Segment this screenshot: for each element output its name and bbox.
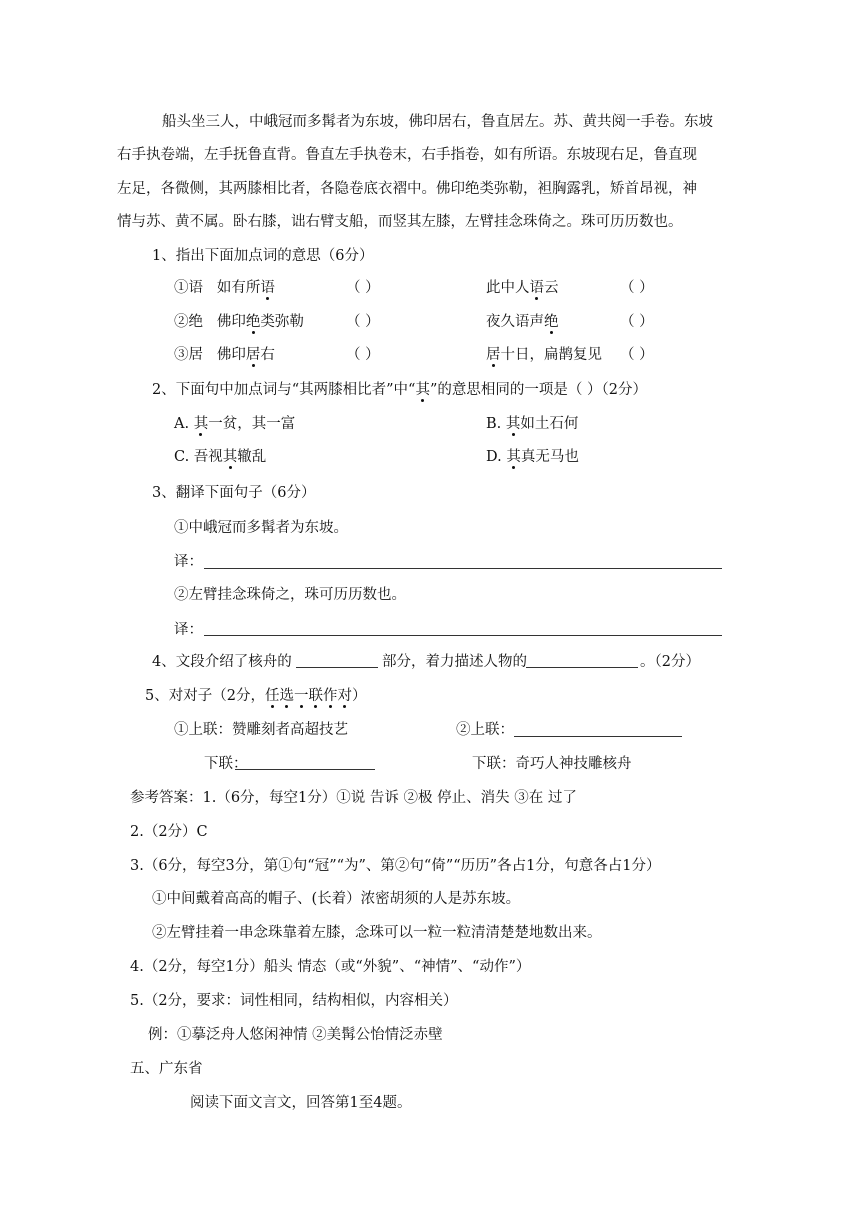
q4-text-b: 部分，着力描述人物的: [382, 654, 527, 670]
passage-line-2: 右手执卷端，左手抚鲁直背。鲁直左手执卷末，右手指卷，如有所语。东坡现右足，鲁直现: [117, 147, 697, 163]
q2-title: 2、下面句中加点词与“其两膝相比者”中“其”的意思相同的一项是（ ）（2分）: [152, 382, 647, 398]
q1-row1-left: ①语 如有所语: [174, 280, 275, 296]
q4-text-c: 。（2分）: [640, 654, 700, 670]
q5-lower-1: 下联：: [204, 756, 248, 772]
passage-line-1: 船头坐三人，中峨冠而多髯者为东坡，佛印居右，鲁直居左。苏、黄共阅一手卷。东坡: [162, 114, 713, 130]
q3-sentence-2: ②左臂挂念珠倚之，珠可历历数也。: [174, 587, 406, 603]
q3-sentence-1: ①中峨冠而多髯者为东坡。: [174, 520, 348, 536]
q3-answer-line-2[interactable]: [204, 635, 722, 636]
answer-3-1: ①中间戴着高高的帽子、(长着）浓密胡须的人是苏东坡。: [152, 891, 521, 907]
q5-upper-1: ①上联：赞雕刻者高超技艺: [174, 722, 348, 738]
q1-row1-answer-blank[interactable]: （ ）: [346, 280, 380, 296]
q1-row2-answer-blank[interactable]: （ ）: [346, 314, 380, 330]
q4-text-a: 4、文段介绍了核舟的: [152, 654, 292, 670]
q3-translate-label-1: 译：: [174, 554, 203, 570]
q1-row2-right: 夜久语声绝: [486, 314, 559, 330]
q5-title: 5、对对子（2分，任选一联作对）: [145, 688, 367, 704]
q4-blank-1[interactable]: [296, 667, 378, 668]
q1-row1-answer-blank-2[interactable]: （ ）: [620, 280, 654, 296]
q3-answer-line-1[interactable]: [204, 568, 722, 569]
answer-1: 参考答案：1.（6分，每空1分）①说 告诉 ②极 停止、消失 ③在 过了: [130, 790, 577, 806]
q2-option-a[interactable]: A. 其一贫，其一富: [174, 416, 296, 432]
q4-blank-2[interactable]: [526, 667, 638, 668]
q5-lower-1-blank[interactable]: [235, 769, 375, 770]
q3-title: 3、翻译下面句子（6分）: [152, 485, 316, 501]
q5-lower-2: 下联：奇巧人神技雕核舟: [472, 756, 632, 772]
q1-row3-answer-blank-2[interactable]: （ ）: [620, 347, 654, 363]
q1-title: 1、指出下面加点词的意思（6分）: [152, 248, 374, 264]
answer-3-2: ②左臂挂着一串念珠靠着左膝，念珠可以一粒一粒清清楚楚地数出来。: [152, 925, 602, 941]
q1-row2-answer-blank-2[interactable]: （ ）: [620, 314, 654, 330]
q5-upper-2-blank[interactable]: [514, 736, 682, 737]
section-intro: 阅读下面文言文，回答第1至4题。: [190, 1095, 412, 1111]
q1-row1-right: 此中人语云: [486, 280, 559, 296]
passage-line-3: 左足，各微侧，其两膝相比者，各隐卷底衣褶中。佛印绝类弥勒，袒胸露乳，矫首昂视，神: [117, 181, 697, 197]
q2-option-b[interactable]: B. 其如土石何: [486, 416, 579, 432]
q1-row3-answer-blank[interactable]: （ ）: [346, 347, 380, 363]
q3-translate-label-2: 译：: [174, 622, 203, 638]
q1-row3-right: 居十日，扁鹊复见: [486, 347, 602, 363]
answer-3: 3.（6分，每空3分，第①句“冠”“为”、第②句“倚”“历历”各占1分，句意各占1分）: [130, 858, 661, 874]
q1-row3-left: ③居 佛印居右: [174, 347, 275, 363]
q1-row2-left: ②绝 佛印绝类弥勒: [174, 314, 304, 330]
answer-5: 5.（2分，要求：词性相同，结构相似，内容相关）: [130, 993, 458, 1009]
q5-upper-2: ②上联：: [456, 722, 514, 738]
answer-5-example: 例：①摹泛舟人悠闲神情 ②美髯公怡情泛赤壁: [148, 1027, 443, 1043]
q2-option-d[interactable]: D. 其真无马也: [486, 449, 579, 465]
q2-option-c[interactable]: C. 吾视其辙乱: [174, 449, 267, 465]
passage-line-4: 情与苏、黄不属。卧右膝，诎右臂支船，而竖其左膝，左臂挂念珠倚之。珠可历历数也。: [117, 214, 683, 230]
answer-4: 4.（2分，每空1分）船头 情态（或“外貌”、“神情”、“动作”）: [130, 959, 531, 975]
answer-2: 2.（2分）C: [130, 824, 208, 840]
section-title: 五、广东省: [130, 1061, 203, 1077]
